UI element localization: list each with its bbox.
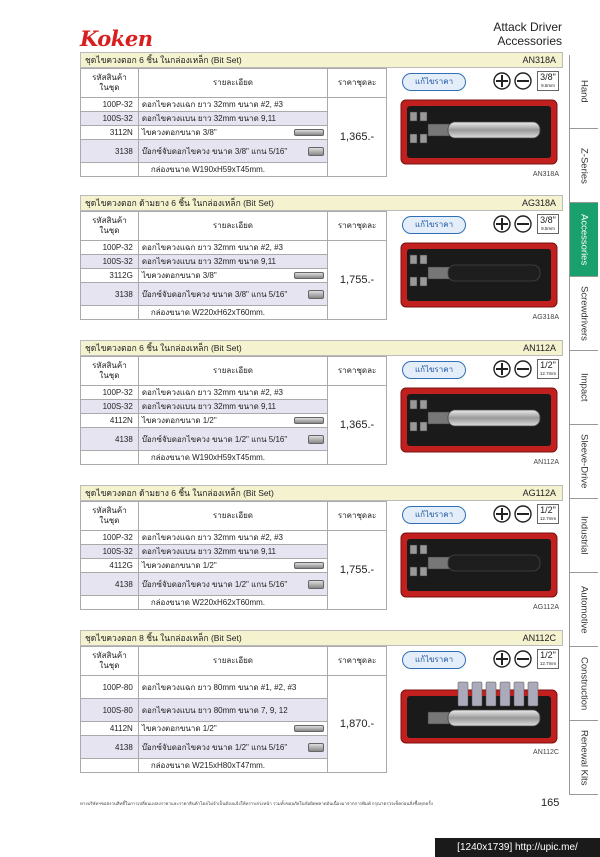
slotted-icon	[514, 505, 532, 523]
drive-size-box	[537, 359, 559, 379]
item-code: 4138	[81, 573, 139, 596]
header-line-1: Attack Driver	[493, 20, 562, 34]
item-description-text: บ๊อกซ์จับดอกไขควง ขนาด 3/8" แกน 5/16"	[141, 146, 288, 156]
item-description	[138, 573, 327, 596]
item-description	[138, 414, 327, 428]
product-image	[400, 676, 558, 744]
set-code: AN112A	[523, 343, 556, 353]
tab-screwdrivers[interactable]	[569, 277, 598, 351]
spec-table	[80, 356, 387, 465]
image-caption: AG112A	[533, 604, 559, 611]
drive-size-mm: 9.5mm	[541, 226, 555, 231]
image-caption: AN112C	[533, 749, 559, 756]
item-description	[138, 283, 327, 306]
image-caption: AG318A	[532, 314, 559, 321]
tab-label: Construction	[578, 656, 590, 711]
product-section-an318a	[80, 52, 563, 187]
phillips-icon	[493, 650, 511, 668]
category-tabs	[569, 55, 598, 795]
header-line-2: Accessories	[497, 34, 562, 48]
watermark-text: [1240x1739] http://upic.me/	[435, 838, 600, 857]
set-price: 1,755.-	[328, 241, 387, 320]
item-description-text: ดอกไขควงแฉก ยาว 32mm ขนาด #2, #3	[141, 243, 284, 252]
item-description	[138, 126, 327, 140]
table-row	[81, 241, 387, 255]
item-code: 4138	[81, 428, 139, 451]
col-price-header: ราคาชุดละ	[328, 69, 387, 98]
table-header-row	[81, 69, 387, 98]
item-description-text: ดอกไขควงแฉก ยาว 32mm ขนาด #2, #3	[141, 388, 284, 397]
item-code: 100S-32	[81, 400, 139, 414]
section-title-bar	[80, 630, 563, 646]
disclaimer-note: ทางบริษัทฯขอสงวนสิทธิ์ในการเปลี่ยนแปลงราคาและราคาสินค้าโดยไม่จำเป็นต้องแจ้งให้ทราบล่วงหน้า รวมทั้งขออภัยในข้อผิดพลาดอันเนื่องมาจากการพิมพ์ กรุณาตรวจเช็คก่อนสั่งซื้อทุกครั้ง	[80, 801, 433, 806]
drive-size-mm: 12.7mm	[539, 516, 557, 521]
set-code: AG112A	[522, 488, 556, 498]
col-price-header: ราคาชุดละ	[328, 502, 387, 531]
tab-industrial[interactable]	[569, 499, 598, 573]
drive-size: 1/2"	[540, 505, 556, 515]
slotted-icon	[514, 650, 532, 668]
item-code: 100P-80	[81, 676, 139, 699]
tab-label: Accessories	[578, 213, 590, 266]
item-description	[138, 400, 327, 414]
driver-icon	[294, 725, 324, 732]
item-description	[138, 241, 327, 255]
table-row	[81, 531, 387, 545]
item-code: 3138	[81, 283, 139, 306]
tab-sleeve-drive[interactable]	[569, 425, 598, 499]
driver-icon	[294, 417, 324, 424]
col-price-header: ราคาชุดละ	[328, 212, 387, 241]
drive-size-box	[537, 214, 559, 234]
col-code-header: รหัสสินค้า ในชุด	[81, 69, 139, 98]
spec-table	[80, 501, 387, 610]
drive-size: 3/8"	[540, 215, 556, 225]
tab-label: Z-Series	[578, 147, 590, 184]
col-code-header: รหัสสินค้า ในชุด	[81, 647, 139, 676]
price-revised-badge: แก้ไขราคา	[402, 216, 466, 234]
driver-icon	[294, 272, 324, 279]
item-code: 4138	[81, 736, 139, 759]
item-description	[138, 428, 327, 451]
phillips-icon	[493, 72, 511, 90]
item-description	[138, 531, 327, 545]
product-section-ag318a	[80, 195, 563, 330]
slotted-icon	[514, 72, 532, 90]
box-size: กล่องขนาด W190xH59xT45mm.	[138, 163, 327, 177]
item-code: 100S-32	[81, 255, 139, 269]
section-title: ชุดไขควงตอก 6 ชิ้น ในกล่องเหล็ก (Bit Set)	[85, 55, 242, 65]
item-description	[138, 559, 327, 573]
item-code: 100P-32	[81, 98, 139, 112]
set-price: 1,365.-	[328, 98, 387, 177]
col-code-header: รหัสสินค้า ในชุด	[81, 357, 139, 386]
col-code-header: รหัสสินค้า ในชุด	[81, 212, 139, 241]
item-description-text: ดอกไขควงแบน ยาว 32mm ขนาด 9,11	[141, 114, 276, 123]
product-section-an112a	[80, 340, 563, 475]
item-code: 3138	[81, 140, 139, 163]
item-description-text: ดอกไขควงแบน ยาว 32mm ขนาด 9,11	[141, 547, 276, 556]
product-section-an112c	[80, 630, 563, 770]
item-description-text: ดอกไขควงแบน ยาว 32mm ขนาด 9,11	[141, 402, 276, 411]
box-size: กล่องขนาด W220xH62xT60mm.	[138, 596, 327, 610]
item-description	[138, 386, 327, 400]
col-code-header: รหัสสินค้า ในชุด	[81, 502, 139, 531]
box-size: กล่องขนาด W215xH80xT47mm.	[138, 759, 327, 773]
table-row	[81, 386, 387, 400]
tab-label: Screwdrivers	[578, 286, 590, 341]
tab-renewal-kits[interactable]	[569, 721, 598, 795]
col-desc-header: รายละเอียด	[138, 647, 327, 676]
price-revised-badge: แก้ไขราคา	[402, 361, 466, 379]
tab-label: Sleeve-Drive	[578, 434, 590, 489]
adapter-icon	[308, 147, 324, 156]
item-description-text: บ๊อกซ์จับดอกไขควง ขนาด 3/8" แกน 5/16"	[141, 289, 288, 299]
set-code: AG318A	[521, 198, 556, 208]
item-description-text: ไขควงตอกขนาด 3/8"	[141, 271, 217, 280]
section-title: ชุดไขควงตอก 8 ชิ้น ในกล่องเหล็ก (Bit Set)	[85, 633, 242, 643]
set-code: AN112C	[522, 633, 556, 643]
item-code: 4112N	[81, 414, 139, 428]
item-description-text: บ๊อกซ์จับดอกไขควง ขนาด 1/2" แกน 5/16"	[141, 742, 288, 752]
item-description-text: ดอกไขควงแบน ยาว 32mm ขนาด 9,11	[141, 257, 276, 266]
product-image	[400, 98, 558, 166]
col-desc-header: รายละเอียด	[138, 357, 327, 386]
col-desc-header: รายละเอียด	[138, 212, 327, 241]
item-code: 100S-32	[81, 545, 139, 559]
item-code: 4112N	[81, 722, 139, 736]
item-description-text: ดอกไขควงแฉก ยาว 80mm ขนาด #1, #2, #3	[141, 682, 297, 692]
phillips-icon	[493, 505, 511, 523]
tab-hand[interactable]	[569, 55, 598, 129]
tab-label: Impact	[578, 373, 590, 402]
table-header-row	[81, 212, 387, 241]
item-description	[138, 722, 327, 736]
drive-size-mm: 12.7mm	[539, 661, 557, 666]
item-code: 3112G	[81, 269, 139, 283]
page-header-title	[493, 20, 562, 48]
item-code: 4112G	[81, 559, 139, 573]
product-section-ag112a	[80, 485, 563, 620]
set-price: 1,365.-	[328, 386, 387, 465]
item-description	[138, 269, 327, 283]
section-title: ชุดไขควงตอก 6 ชิ้น ในกล่องเหล็ก (Bit Set)	[85, 343, 242, 353]
item-description-text: ไขควงตอกขนาด 1/2"	[141, 416, 217, 425]
driver-icon	[294, 562, 324, 569]
item-code: 100S-32	[81, 112, 139, 126]
table-header-row	[81, 502, 387, 531]
adapter-icon	[308, 435, 324, 444]
drive-size: 1/2"	[540, 650, 556, 660]
drive-size-mm: 9.5mm	[541, 83, 555, 88]
tab-impact[interactable]	[569, 351, 598, 425]
adapter-icon	[308, 580, 324, 589]
page-number: 165	[541, 797, 560, 809]
driver-icon	[294, 129, 324, 136]
image-caption: AN318A	[532, 171, 559, 178]
tab-label: Industrial	[578, 516, 590, 555]
tab-accessories[interactable]	[569, 203, 598, 277]
table-row	[81, 676, 387, 699]
tab-label: Hand	[578, 80, 590, 103]
phillips-icon	[493, 215, 511, 233]
section-title-bar	[80, 340, 563, 356]
brand-logo: Koken	[80, 26, 153, 51]
product-image	[400, 386, 558, 454]
col-price-header: ราคาชุดละ	[328, 357, 387, 386]
image-caption: AN112A	[533, 459, 559, 466]
phillips-icon	[493, 360, 511, 378]
tab-construction[interactable]	[569, 647, 598, 721]
price-revised-badge: แก้ไขราคา	[402, 506, 466, 524]
drive-size-mm: 12.7mm	[539, 371, 557, 376]
col-desc-header: รายละเอียด	[138, 502, 327, 531]
box-size: กล่องขนาด W220xH62xT60mm.	[138, 306, 327, 320]
set-price: 1,755.-	[328, 531, 387, 610]
drive-size-box	[537, 504, 559, 524]
set-price: 1,870.-	[328, 676, 387, 773]
item-description	[138, 98, 327, 112]
item-description	[138, 736, 327, 759]
item-code: 100P-32	[81, 386, 139, 400]
item-description	[138, 140, 327, 163]
section-title-bar	[80, 195, 563, 211]
item-description-text: ไขควงตอกขนาด 1/2"	[141, 561, 217, 570]
drive-size: 3/8"	[540, 72, 556, 82]
table-row	[81, 98, 387, 112]
price-revised-badge: แก้ไขราคา	[402, 73, 466, 91]
price-revised-badge: แก้ไขราคา	[402, 651, 466, 669]
product-image	[400, 241, 558, 309]
item-description	[138, 545, 327, 559]
spec-table	[80, 646, 387, 773]
adapter-icon	[308, 743, 324, 752]
item-description-text: ไขควงตอกขนาด 1/2"	[141, 724, 217, 733]
spec-table	[80, 68, 387, 177]
tab-z-series[interactable]	[569, 129, 598, 203]
item-code: 100P-32	[81, 531, 139, 545]
adapter-icon	[308, 290, 324, 299]
drive-size-box	[537, 71, 559, 91]
item-code: 3112N	[81, 126, 139, 140]
table-header-row	[81, 647, 387, 676]
tab-label: Renewal Kits	[578, 729, 590, 786]
section-title: ชุดไขควงตอก ด้ามยาง 6 ชิ้น ในกล่องเหล็ก (Bit Set)	[85, 488, 274, 498]
item-description	[138, 676, 327, 699]
section-title-bar	[80, 485, 563, 501]
slotted-icon	[514, 360, 532, 378]
item-description-text: ดอกไขควงแฉก ยาว 32mm ขนาด #2, #3	[141, 100, 284, 109]
item-description-text: บ๊อกซ์จับดอกไขควง ขนาด 1/2" แกน 5/16"	[141, 579, 288, 589]
table-header-row	[81, 357, 387, 386]
spec-table	[80, 211, 387, 320]
drive-size-box	[537, 649, 559, 669]
drive-size: 1/2"	[540, 360, 556, 370]
item-description	[138, 112, 327, 126]
box-size: กล่องขนาด W190xH59xT45mm.	[138, 451, 327, 465]
set-code: AN318A	[522, 55, 556, 65]
product-image	[400, 531, 558, 599]
item-description-text: บ๊อกซ์จับดอกไขควง ขนาด 1/2" แกน 5/16"	[141, 434, 288, 444]
section-title-bar	[80, 52, 563, 68]
tab-label: Automotive	[578, 585, 590, 634]
item-code: 100S-80	[81, 699, 139, 722]
item-description-text: ไขควงตอกขนาด 3/8"	[141, 128, 217, 137]
section-title: ชุดไขควงตอก ด้ามยาง 6 ชิ้น ในกล่องเหล็ก (Bit Set)	[85, 198, 274, 208]
col-desc-header: รายละเอียด	[138, 69, 327, 98]
item-description	[138, 255, 327, 269]
item-description-text: ดอกไขควงแบน ยาว 80mm ขนาด 7, 9, 12	[141, 705, 288, 715]
item-description	[138, 699, 327, 722]
item-description-text: ดอกไขควงแฉก ยาว 32mm ขนาด #2, #3	[141, 533, 284, 542]
tab-automotive[interactable]	[569, 573, 598, 647]
slotted-icon	[514, 215, 532, 233]
item-code: 100P-32	[81, 241, 139, 255]
col-price-header: ราคาชุดละ	[328, 647, 387, 676]
